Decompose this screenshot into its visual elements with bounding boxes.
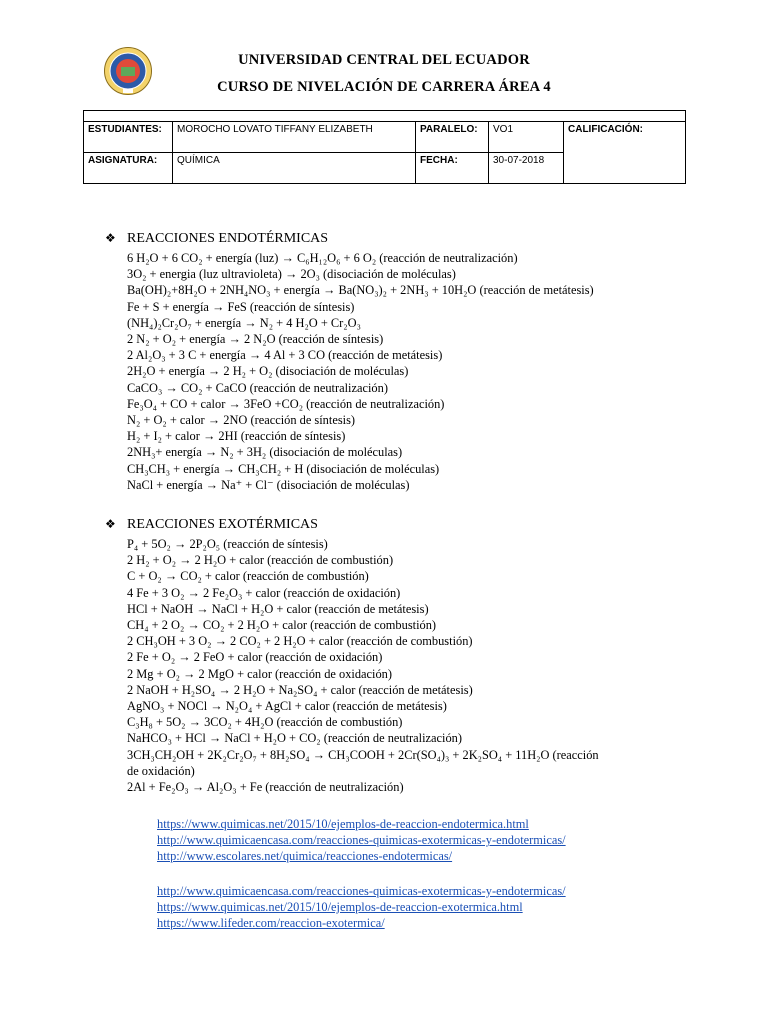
date-value: 30-07-2018: [489, 153, 564, 184]
exothermic-list: [127, 536, 687, 795]
list-item: AgNO₃ + NOCl → N₂O₄ + AgCl + calor (reacción de metátesis): [127, 699, 447, 714]
list-item: 2 NaOH + H₂SO₄ → 2 H₂O + Na₂SO₄ + calor (reacción de metátesis): [127, 682, 473, 697]
list-item: NaHCO₃ + HCl → NaCl + H₂O + CO₂ (reacción de neutralización): [127, 731, 462, 746]
reference-link[interactable]: https://www.quimicas.net/2015/10/ejemplos-de-reaccion-endotermica.html: [157, 817, 529, 831]
list-item: P₄ + 5O₂ → 2P₂O₅ (reacción de síntesis): [127, 537, 328, 551]
list-item: (NH₄)₂Cr₂O₇ + energía → N₂ + 4 H₂O + Cr₂O₃: [127, 315, 361, 330]
reference-link[interactable]: http://www.escolares.net/quimica/reacciones-endotermicas/: [157, 849, 453, 864]
endothermic-heading: [105, 231, 328, 247]
exothermic-heading-text: REACCIONES EXOTÉRMICAS: [127, 517, 318, 532]
list-item: 4 Fe + 3 O₂ → 2 Fe₂O₃ + calor (reacción de oxidación): [127, 585, 401, 600]
list-item: N₂ + O₂ + calor → 2NO (reacción de síntesis): [127, 413, 356, 428]
reference-link[interactable]: http://www.quimicaencasa.com/reacciones-quimicas-exotermicas-y-endotermicas/: [157, 833, 566, 848]
list-item: 3O₂ + energia (luz ultravioleta) → 2O₃ (disociación de moléculas): [127, 267, 456, 282]
list-item: Fe + S + energía → FeS (reacción de síntesis): [127, 299, 355, 314]
list-item: CaCO₃ → CO₂ + CaCO (reacción de neutralización): [127, 380, 388, 395]
list-item: de oxidación): [127, 763, 195, 778]
students-label: ESTUDIANTES:: [84, 122, 173, 153]
reference-link[interactable]: https://www.lifeder.com/reaccion-exotermica/: [157, 916, 385, 931]
subject-value: QUÍMICA: [173, 153, 416, 184]
list-item: CH₃CH₃ + energía → CH₃CH₂ + H (disociación de moléculas): [127, 461, 440, 476]
student-info-table: [83, 110, 686, 184]
list-item: 2Al + Fe₂O₃ → Al₂O₃ + Fe (reacción de neutralización): [127, 780, 404, 795]
grade-label: CALIFICACIÓN:: [564, 122, 686, 184]
date-label: FECHA:: [416, 153, 489, 184]
reference-link[interactable]: https://www.quimicas.net/2015/10/ejemplos-de-reaccion-exotermica.html: [157, 900, 523, 915]
endothermic-heading-text: REACCIONES ENDOTÉRMICAS: [127, 231, 329, 246]
list-item: H₂ + I₂ + calor → 2HI (reacción de síntesis): [127, 429, 346, 444]
subject-label: ASIGNATURA:: [84, 153, 173, 184]
reference-link[interactable]: http://www.quimicaencasa.com/reacciones-quimicas-exotermicas-y-endotermicas/: [157, 884, 566, 898]
list-item: 2 Fe + O₂ → 2 FeO + calor (reacción de oxidación): [127, 650, 383, 665]
university-title: UNIVERSIDAD CENTRAL DEL ECUADOR: [238, 52, 530, 68]
parallel-value: VO1: [489, 122, 564, 153]
list-item: 2NH₃+ energía → N₂ + 3H₂ (disociación de moléculas): [127, 445, 403, 460]
reference-links-1: [157, 816, 566, 865]
list-item: 2 Al₂O₃ + 3 C + energía → 4 Al + 3 CO (reacción de metátesis): [127, 348, 443, 363]
four-diamond-bullet-icon: ❖: [105, 517, 116, 531]
list-item: 2 N₂ + O₂ + energía → 2 N₂O (reacción de síntesis): [127, 332, 384, 347]
students-value: MOROCHO LOVATO TIFFANY ELIZABETH: [173, 122, 416, 153]
list-item: C + O₂ → CO₂ + calor (reacción de combustión): [127, 569, 369, 584]
course-title: CURSO DE NIVELACIÓN DE CARRERA ÁREA 4: [217, 79, 551, 95]
list-item: CH₄ + 2 O₂ → CO₂ + 2 H₂O + calor (reacción de combustión): [127, 618, 437, 633]
list-item: NaCl + energía → Na⁺ + Cl⁻ (disociación de moléculas): [127, 477, 410, 492]
list-item: C₃H₈ + 5O₂ → 3CO₂ + 4H₂O (reacción de combustión): [127, 715, 403, 730]
list-item: 2 CH₃OH + 3 O₂ → 2 CO₂ + 2 H₂O + calor (reacción de combustión): [127, 634, 473, 649]
endothermic-list: [127, 250, 687, 493]
list-item: 2 H₂ + O₂ → 2 H₂O + calor (reacción de combustión): [127, 553, 394, 568]
list-item: 6 H₂O + 6 CO₂ + energía (luz) → C₆H₁₂O₆ + 6 O₂ (reacción de neutralización): [127, 251, 518, 265]
list-item: 3CH₃CH₂OH + 2K₂Cr₂O₇ + 8H₂SO₄ → CH₃COOH + 2Cr(SO₄)₃ + 2K₂SO₄ + 11H₂O (reacción: [127, 747, 599, 762]
reference-links-2: [157, 883, 566, 932]
table-top-row: [84, 111, 686, 122]
parallel-label: PARALELO:: [416, 122, 489, 153]
list-item: Fe₃O₄ + CO + calor → 3FeO +CO₂ (reacción de neutralización): [127, 396, 445, 411]
list-item: 2 Mg + O₂ → 2 MgO + calor (reacción de oxidación): [127, 666, 393, 681]
list-item: Ba(OH)₂+8H₂O + 2NH₄NO₃ + energía → Ba(NO₃)₂ + 2NH₃ + 10H₂O (reacción de metátesis): [127, 283, 594, 298]
exothermic-heading: [105, 517, 318, 533]
four-diamond-bullet-icon: ❖: [105, 231, 116, 245]
list-item: 2H₂O + energía → 2 H₂ + O₂ (disociación de moléculas): [127, 364, 409, 379]
list-item: HCl + NaOH → NaCl + H₂O + calor (reacción de metátesis): [127, 601, 429, 616]
